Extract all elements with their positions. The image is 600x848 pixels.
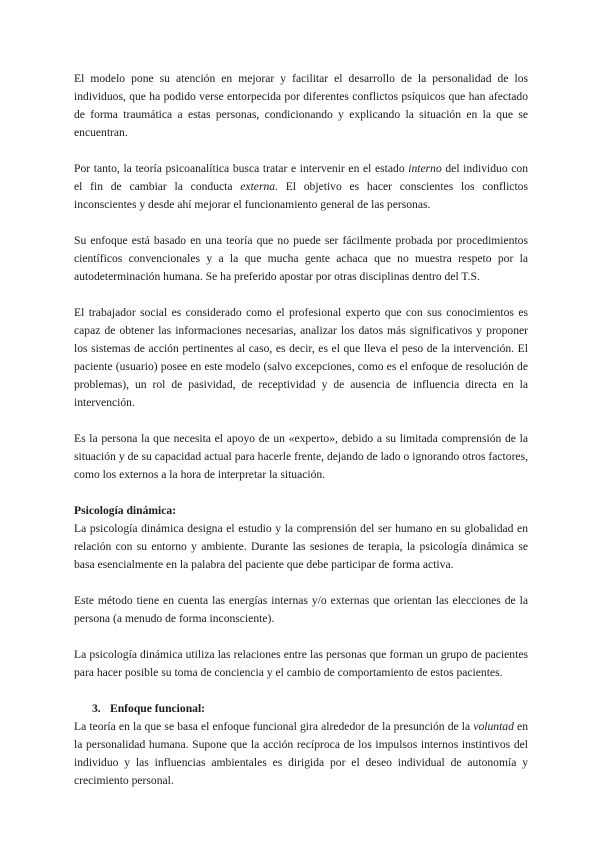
- emphasis-voluntad: voluntad: [473, 720, 514, 733]
- text-segment: . El objetivo es hacer conscientes los conflictos inconscientes y desde ahí mejorar el funcionamiento general de las personas.: [74, 180, 528, 211]
- text-segment: en la personalidad humana. Supone que la acción recíproca de los impulsos internos instintivos del individuo y las influencias ambientales es dirigida por el deseo individual de autonomía y crecimiento personal.: [74, 720, 529, 787]
- paragraph-enfoque: Su enfoque está basado en una teoría que no puede ser fácilmente probada por procedimientos científicos convencionales y a la que mucha gente achaca que no muestra respeto por la autodeterminación humana. Se ha preferido apostar por otras disciplinas dentro del T.S.: [74, 234, 528, 283]
- heading-text: Enfoque funcional:: [110, 702, 206, 715]
- emphasis-interno: interno: [408, 162, 442, 175]
- section-heading-enfoque-funcional: [74, 700, 528, 718]
- paragraph-relaciones: La psicología dinámica utiliza las relaciones entre las personas que forman un grupo de pacientes para hacer posible su toma de conciencia y el cambio de comportamiento de estos pacientes.: [74, 648, 528, 679]
- paragraph-teoria-psicoanalitica: [74, 160, 528, 214]
- text-segment: del individuo con el fin de cambiar la conducta: [74, 162, 528, 193]
- text-segment: Por tanto, la teoría psicoanalítica busca tratar e intervenir en el estado: [74, 162, 409, 175]
- paragraph-persona-experto: Es la persona la que necesita el apoyo de un «experto», debido a su limitada comprensión de la situación y de su capacidad actual para hacerle frente, dejando de lado o ignorando otros factores, como los externos a la hora de interpretar la situación.: [74, 432, 528, 481]
- section-heading-psicologia-dinamica: Psicología dinámica:: [74, 504, 177, 517]
- paragraph-trabajador-social: El trabajador social es considerado como el profesional experto que con sus conocimientos es capaz de obtener las informaciones necesarias, analizar los datos más significativos y proponer los sistemas de acción pertinentes al caso, es decir, es el que lleva el peso de la intervención. El paciente (usuario) posee en este modelo (salvo excepciones, como es el enfoque de resolución de problemas), un rol de pasividad, de receptividad y de ausencia de influencia directa en la intervención.: [74, 306, 528, 409]
- heading-number: 3.: [92, 702, 101, 715]
- paragraph-psicologia-dinamica: La psicología dinámica designa el estudio y la comprensión del ser humano en su globalidad en relación con su entorno y ambiente. Durante las sesiones de terapia, la psicología dinámica se basa esencialmente en la palabra del paciente que debe participar de forma activa.: [74, 522, 528, 571]
- paragraph-metodo: Este método tiene en cuenta las energías internas y/o externas que orientan las elecciones de la persona (a menudo de forma inconsciente).: [74, 594, 528, 625]
- paragraph-enfoque-funcional: [74, 718, 528, 790]
- text-segment: La teoría en la que se basa el enfoque funcional gira alrededor de la presunción de la: [74, 720, 474, 733]
- emphasis-externa: externa: [240, 180, 276, 193]
- paragraph-personalidad: El modelo pone su atención en mejorar y facilitar el desarrollo de la personalidad de los individuos, que ha podido verse entorpecida por diferentes conflictos psíquicos que han afectado de forma traumática a estas personas, condicionando y explicando la situación en la que se encuentran.: [74, 72, 528, 139]
- document-page: [74, 70, 528, 790]
